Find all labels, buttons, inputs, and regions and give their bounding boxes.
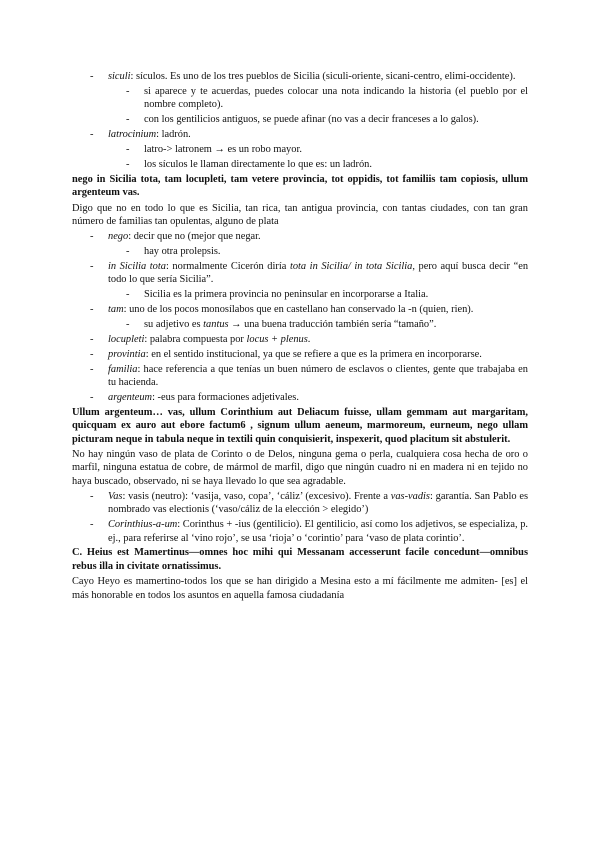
- text-run: hay otra prolepsis.: [144, 245, 221, 257]
- bullet-dash: -: [126, 144, 130, 156]
- text-run: : normalmente Cicerón diría: [165, 260, 290, 272]
- text-run: : decir que no (mejor que negar.: [128, 230, 261, 242]
- italic-term: locus + plenus: [246, 333, 308, 345]
- italic-term: siculi: [108, 71, 131, 82]
- translation-paragraph: [72, 575, 528, 602]
- text-run: Sicilia es la primera provincia no peninsular en incorporarse a Italia.: [144, 289, 429, 301]
- text-run: → una buena traducción también sería “tamaño”.: [228, 318, 437, 330]
- italic-term: tota in Sicilia/ in tota Sicilia: [289, 260, 413, 272]
- sub-list-item: [72, 113, 528, 126]
- sub-list-item: [72, 143, 528, 156]
- text-run: Cayo Heyo es mamertino-todos los que se han dirigido a Mesina esto a mí fácilmente me admiten- [es] el más honorable en todos los asuntos en aquella famosa ciudadanía: [72, 576, 528, 601]
- text-run: : Corinthus + -ius (gentilicio). El gentilicio, así como los adjetivos, se especializa, p. ej., para referirse al ‘vino rojo’, se usa ‘rioja’ o ‘corintio’ para ‘vaso de plata corintio’.: [108, 519, 528, 544]
- bullet-dash: -: [126, 85, 130, 97]
- italic-term: tam: [108, 304, 124, 315]
- list-item: [72, 518, 528, 545]
- italic-term: locupleti: [108, 333, 145, 345]
- list-item: [72, 391, 528, 404]
- bullet-dash: -: [126, 318, 130, 330]
- text-run: si aparece y te acuerdas, puedes colocar una nota indicando la historia (el pueblo por el nombre completo).: [144, 85, 528, 111]
- text-run: : vasis (neutro): ‘vasija, vaso, copa’, ‘cáliz’ (excesivo). Frente a: [122, 490, 391, 502]
- bullet-dash: -: [90, 260, 94, 272]
- bullet-dash: -: [90, 490, 94, 502]
- bullet-dash: -: [90, 230, 94, 242]
- bullet-dash: -: [126, 114, 130, 126]
- italic-term: argenteum: [108, 391, 153, 403]
- list-item: [72, 70, 528, 83]
- text-run: : ladrón.: [156, 129, 191, 141]
- text-run: : sículos. Es uno de los tres pueblos de Sicilia (siculi-oriente, sicani-centro, elimi-occidente).: [130, 71, 516, 82]
- italic-term: Corinthius-a-um: [108, 519, 178, 531]
- italic-term: nego: [108, 230, 129, 242]
- italic-term: latrocinium: [108, 129, 157, 141]
- italic-term: familia: [108, 363, 138, 375]
- text-run: : uno de los pocos monosílabos que en castellano han conservado la -n (quien, rien).: [123, 304, 474, 315]
- bullet-dash: -: [126, 289, 130, 301]
- sub-list-item: [72, 318, 528, 331]
- text-run: Ullum argenteum… vas, ullum Corinthium aut Deliacum fuisse, ullam gemmam aut margaritam, quicquam ex auro aut ebore factum6 , signum ullum aeneum, marmoreum, eurneum, nego ullam picturam neque in tabula neque in textili quin conquisierit, inspexerit, quod placitum sit abstulerit.: [72, 406, 528, 445]
- sub-list-item: [72, 158, 528, 171]
- bullet-dash: -: [90, 519, 94, 531]
- latin-passage: [72, 546, 528, 573]
- translation-paragraph: [72, 448, 528, 488]
- bullet-dash: -: [90, 129, 94, 141]
- text-run: Digo que no en todo lo que es Sicilia, tan rica, tan antigua provincia, con tantas ciudades, con tan gran número de familias tan opulentas, alguno de plata: [72, 202, 528, 228]
- bullet-dash: -: [90, 304, 94, 315]
- bullet-dash: -: [90, 71, 94, 82]
- italic-term: vas-vadis: [390, 490, 430, 502]
- sub-list-item: [72, 85, 528, 112]
- text-run: : en el sentido institucional, ya que se refiere a que es la primera en incorporarse.: [145, 348, 482, 360]
- sub-list-item: [72, 288, 528, 301]
- text-run: : palabra compuesta por: [144, 333, 247, 345]
- bullet-dash: -: [126, 245, 130, 257]
- text-run: con los gentilicios antiguos, se puede afinar (no vas a decir franceses a lo galos).: [144, 114, 479, 126]
- bullet-dash: -: [126, 158, 130, 170]
- text-run: C. Heius est Mamertinus—omnes hoc mihi qui Messanam accesserunt facile concedunt—omnibus rebus illa in civitate ornatissimus.: [72, 547, 528, 572]
- text-run: , pero aquí busca decir “en todo lo que sería Sicilia”.: [108, 260, 529, 286]
- list-item: [72, 490, 528, 517]
- bullet-dash: -: [90, 348, 94, 360]
- document-page: [72, 70, 528, 604]
- italic-term: tantus: [203, 318, 229, 330]
- text-run: No hay ningún vaso de plata de Corinto o de Delos, ninguna gema o perla, cualquiera cosa hecha de oro o marfil, ninguna estatua de cobre, de mármol de marfil, digo que ningún cuadro ni en madera ni en tejido no haya buscado, observado, ni se haya llevado lo que sea agradable.: [72, 449, 528, 487]
- list-item: [72, 303, 528, 316]
- bullet-dash: -: [90, 391, 94, 403]
- text-run: : hace referencia a que tenías un buen número de esclavos o clientes, gente que trabajaba en tu hacienda.: [108, 363, 528, 389]
- text-run: nego in Sicilia tota, tam locupleti, tam vetere provincia, tot oppidis, tot familiis tam copiosis, ullum argenteum vas.: [72, 173, 528, 199]
- list-item: [72, 333, 528, 346]
- bullet-dash: -: [90, 333, 94, 345]
- italic-term: in Sicilia tota: [108, 260, 166, 272]
- bullet-dash: -: [90, 363, 94, 375]
- latin-passage: [72, 173, 528, 200]
- translation-paragraph: [72, 202, 528, 229]
- text-run: los sículos le llaman directamente lo que es: un ladrón.: [144, 158, 372, 170]
- italic-term: Vas: [108, 490, 123, 502]
- latin-passage: [72, 406, 528, 446]
- list-item: [72, 128, 528, 141]
- text-run: su adjetivo es: [144, 318, 204, 330]
- text-run: latro-> latronem → es un robo mayor.: [144, 144, 302, 156]
- list-item: [72, 260, 528, 287]
- italic-term: provintia: [108, 348, 146, 360]
- text-run: : -eus para formaciones adjetivales.: [152, 391, 299, 403]
- text-run: : garantía. San Pablo es nombrado vas electionis (‘vaso/cáliz de la elección > elegido’): [108, 490, 528, 516]
- sub-list-item: [72, 245, 528, 258]
- list-item: [72, 348, 528, 361]
- list-item: [72, 230, 528, 243]
- list-item: [72, 363, 528, 390]
- text-run: .: [307, 333, 311, 345]
